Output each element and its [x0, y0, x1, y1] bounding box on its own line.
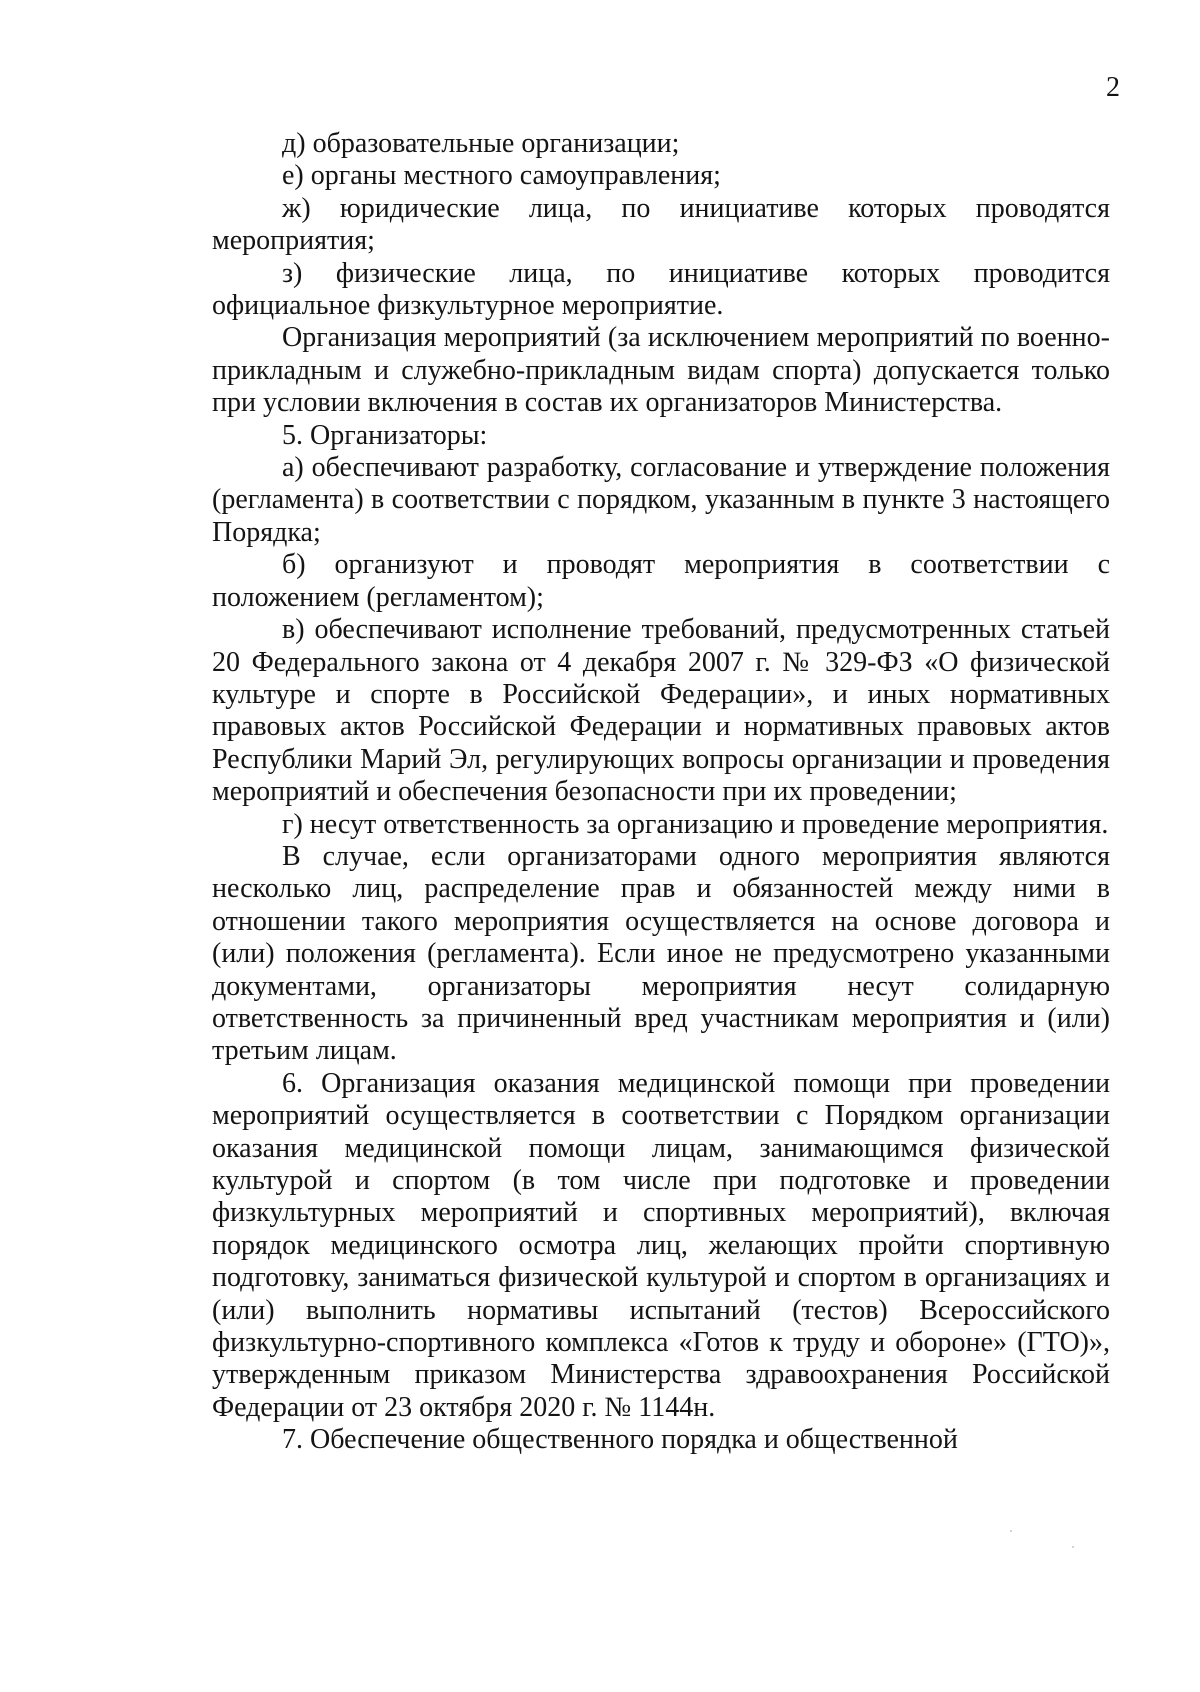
- list-item-organizers-a: а) обеспечивают разработку, согласование и утверждение положения (регламента) в соответствии с порядком, указанным в пункте 3 настоящего Порядка;: [212, 452, 1110, 548]
- scan-artifact-mark: [1072, 1546, 1074, 1548]
- paragraph-organization-condition: Организация мероприятий (за исключением мероприятий по военно-прикладным и служебно-прикладным видам спорта) допускается только при условии включения в состав их организаторов Министерства.: [212, 322, 1110, 419]
- document-body: [212, 128, 1110, 1457]
- list-item-educational-orgs: д) образовательные организации;: [282, 128, 680, 159]
- page-number: 2: [1106, 72, 1120, 103]
- list-item-organizers-d: г) несут ответственность за организацию и проведение мероприятия.: [282, 808, 1109, 840]
- list-item-legal-entities: ж) юридические лица, по инициативе которых проводятся мероприятия;: [212, 192, 1110, 257]
- list-item-individuals: з) физические лица, по инициативе которых проводится официальное физкультурное мероприятие.: [212, 257, 1110, 322]
- list-item-organizers-c: в) обеспечивают исполнение требований, предусмотренных статьей 20 Федерального закона от 4 декабря 2007 г. № 329-ФЗ «О физической культуре и спорте в Российской Федерации», и иных нормативных правовых актов Российской Федерации и нормативных правовых актов Республики Марий Эл, регулирующих вопросы организации и проведения мероприятий и обеспечения безопасности при их проведении;: [212, 614, 1110, 808]
- section-heading-organizers: 5. Организаторы:: [282, 419, 488, 451]
- paragraph-joint-liability: В случае, если организаторами одного мероприятия являются несколько лиц, распределение прав и обязанностей между ними в отношении такого мероприятия осуществляется на основе договора и (или) положения (регламента). Если иное не предусмотрено указанными документами, организаторы мероприятия несут солидарную ответственность за причиненный вред участникам мероприятия и (или) третьим лицам.: [212, 840, 1110, 1067]
- paragraph-section-6-medical: 6. Организация оказания медицинской помощи при проведении мероприятий осуществляется в соответствии с Порядком организации оказания медицинской помощи лицам, занимающимся физической культурой и спортом (в том числе при подготовке и проведении физкультурных мероприятий и спортивных мероприятий), включая порядок медицинского осмотра лиц, желающих пройти спортивную подготовку, заниматься физической культурой и спортом в организациях и (или) выполнить нормативы испытаний (тестов) Всероссийского физкультурно-спортивного комплекса «Готов к труду и обороне» (ГТО)», утвержденным приказом Министерства здравоохранения Российской Федерации от 23 октября 2020 г. № 1144н.: [212, 1067, 1110, 1423]
- scan-artifact-mark: [1010, 1530, 1012, 1532]
- paragraph-section-7-public-order: 7. Обеспечение общественного порядка и общественной: [282, 1424, 958, 1456]
- list-item-organizers-b: б) организуют и проводят мероприятия в соответствии с положением (регламентом);: [212, 549, 1110, 613]
- list-item-local-government: е) органы местного самоуправления;: [282, 160, 721, 192]
